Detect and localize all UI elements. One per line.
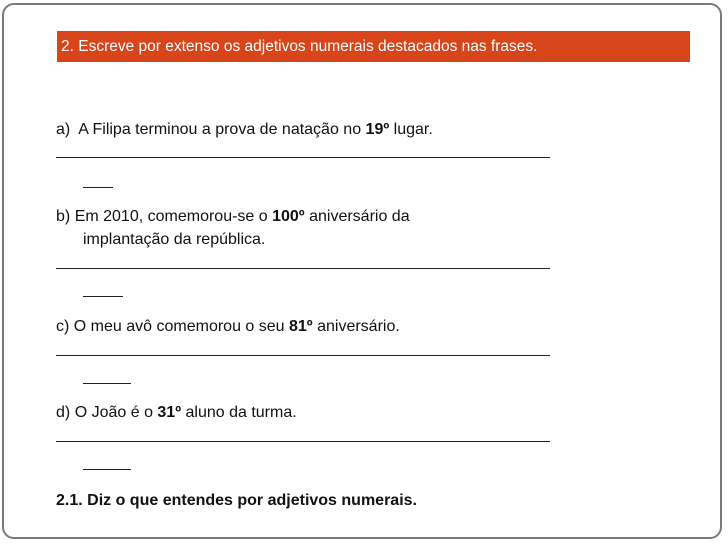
item-c-text-after: aniversário.	[312, 318, 400, 335]
item-c	[56, 316, 400, 338]
item-c-label: c)	[56, 318, 70, 335]
item-b-continuation: implantação da república.	[83, 231, 266, 248]
item-c-answer-line[interactable]	[56, 355, 550, 356]
slide-frame	[2, 3, 722, 539]
item-b-answer-line-end[interactable]	[83, 296, 123, 297]
item-b-highlight: 100º	[272, 208, 305, 225]
item-d-label: d)	[56, 404, 71, 421]
item-a-label: a)	[56, 121, 71, 138]
item-b-text-before: Em 2010, comemorou-se o	[74, 208, 273, 225]
question-2-1: 2.1. Diz o que entendes por adjetivos numerais.	[56, 492, 417, 509]
item-d-text-before: O João é o	[74, 404, 158, 421]
item-a-highlight: 19º	[365, 121, 390, 138]
item-d-answer-line-end[interactable]	[83, 469, 131, 470]
item-a-answer-line[interactable]	[56, 157, 550, 158]
item-d-highlight: 31º	[157, 404, 182, 421]
item-b	[56, 206, 410, 228]
item-c-answer-line-end[interactable]	[83, 383, 131, 384]
item-a	[56, 119, 433, 141]
item-d-answer-line[interactable]	[56, 441, 550, 442]
item-b-label: b)	[56, 208, 71, 225]
item-b-answer-line[interactable]	[56, 268, 550, 269]
item-b-text-after: aniversário da	[304, 208, 410, 225]
item-a-answer-line-end[interactable]	[83, 187, 113, 188]
item-a-text-before: A Filipa terminou a prova de natação no	[78, 121, 366, 138]
item-c-text-before: O meu avô comemorou o seu	[73, 318, 289, 335]
item-c-highlight: 81º	[289, 318, 313, 335]
item-d	[56, 402, 297, 424]
item-d-text-after: aluno da turma.	[181, 404, 297, 421]
exercise-title: 2. Escreve por extenso os adjetivos numerais destacados nas frases.	[57, 31, 690, 62]
item-a-text-after: lugar.	[389, 121, 433, 138]
